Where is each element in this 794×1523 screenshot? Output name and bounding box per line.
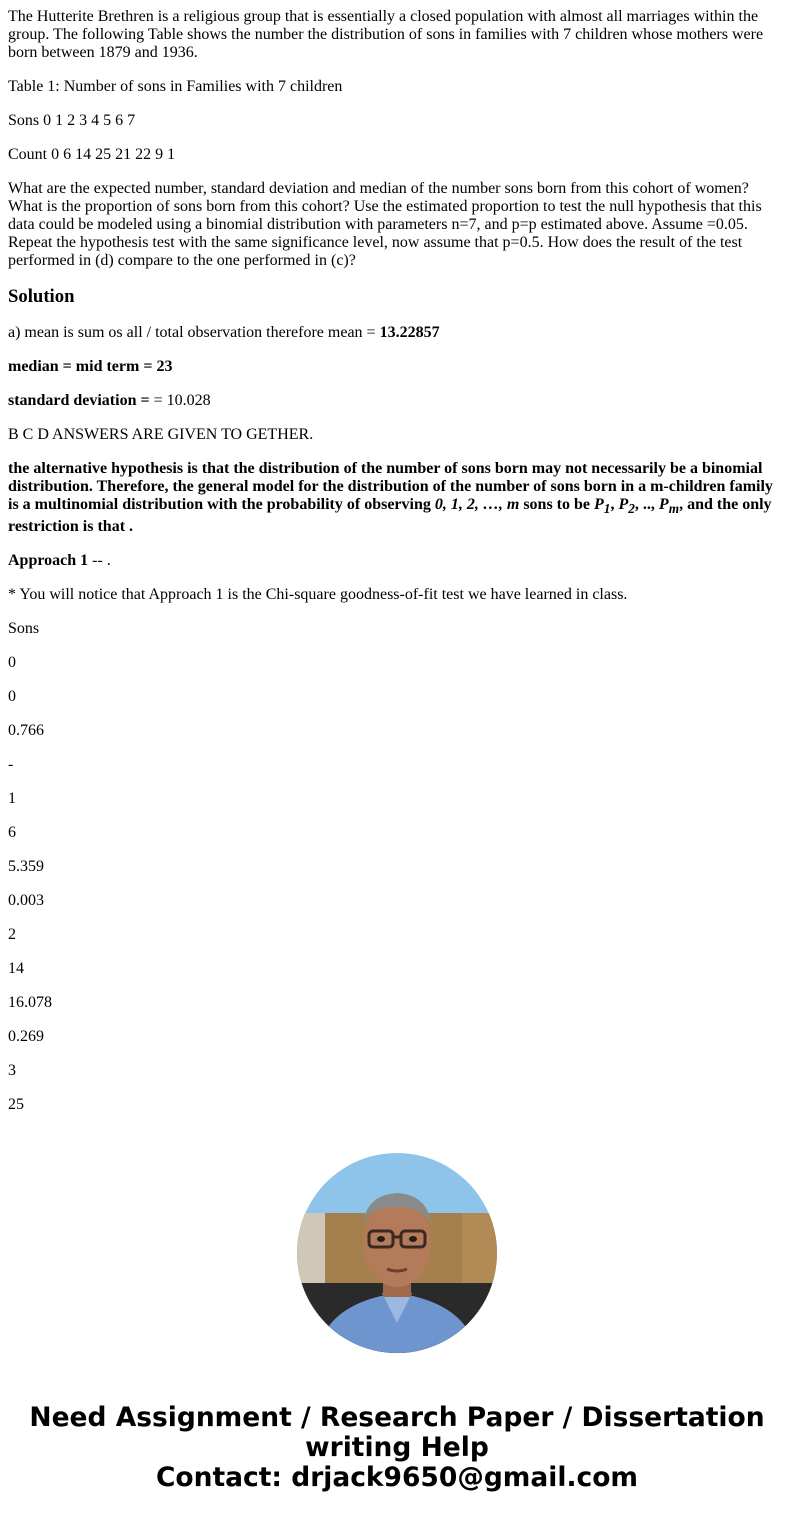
alt-hyp-text-2: sons to be [519, 496, 595, 513]
sd-value: = 10.028 [153, 392, 211, 409]
median-line [8, 358, 780, 376]
sd-line [8, 392, 780, 410]
table-cell: 0 [8, 654, 16, 672]
table-cell: 6 [8, 824, 16, 842]
table-cell: 0.003 [8, 892, 44, 910]
author-avatar [297, 1153, 497, 1353]
chi-square-table [8, 620, 780, 1114]
table-cell: 16.078 [8, 994, 52, 1012]
approach-label: Approach 1 [8, 552, 89, 570]
document-body [8, 8, 780, 1130]
table-cell: 3 [8, 1062, 16, 1080]
approach-note: * You will notice that Approach 1 is the Chi-square goodness-of-fit test we have learned in class. [8, 586, 628, 604]
table-cell: 0.766 [8, 722, 44, 740]
table-cell: - [8, 756, 14, 774]
question-prompt: What are the expected number, standard deviation and median of the number sons born from this cohort of women? What is the proportion of sons born from this cohort? Use the estimated proportion to test the null hypothesis that this data could be modeled using a binomial distribution with parameters n=7, and p=p estimated above. Assume =0.05. Repeat the hypothesis test with the same significance level, now assume that p=0.5. How does the result of the test performed in (d) compare to the one performed in (c)? [8, 180, 762, 269]
alt-hyp-end: , and the only restriction is that . [8, 496, 772, 536]
question-intro: The Hutterite Brethren is a religious group that is essentially a closed population with almost all marriages within the group. The following Table shows the number the distribution of sons in families with 7 children whose mothers were born between 1879 and 1936. [8, 8, 764, 61]
alt-hyp-values: 0, 1, 2, …, m [434, 496, 520, 513]
mean-value: 13.22857 [379, 324, 440, 341]
approach-rest: -- . [88, 552, 111, 570]
promo-line-2: writing Help [305, 1432, 489, 1463]
approach-line [8, 552, 780, 570]
alternative-hypothesis: the alternative hypothesis is that the distribution of the number of sons born may not necessarily be a binomial distribution. Therefore, the general model for the distribution of the number of sons born in a m-children family is a multinomial distribution with the probability of observing 0, 1, 2, …, m sons to be $P_1$, $P_2$, .., $P_m$, and the only restriction is that . [8, 460, 773, 536]
pm-letter: P [658, 496, 669, 513]
table-cell: 2 [8, 926, 16, 944]
p2-letter: P [618, 496, 629, 513]
median-text: median = mid term = 23 [8, 358, 173, 375]
sons-row: Sons 0 1 2 3 4 5 6 7 [8, 112, 136, 129]
table-cell: 14 [8, 960, 24, 978]
p1-sub: 1 [603, 501, 611, 517]
solution-heading: Solution [8, 286, 75, 307]
mean-text: a) mean is sum os all / total observation therefore mean = [8, 324, 380, 341]
bcd-line: B C D ANSWERS ARE GIVEN TO GETHER. [8, 426, 314, 443]
sd-label: standard deviation = [8, 392, 154, 409]
table-cell: 1 [8, 790, 16, 808]
promo-line-1: Need Assignment / Research Paper / Dissertation [29, 1402, 765, 1433]
table-cell: 5.359 [8, 858, 44, 876]
promo-banner [0, 1403, 794, 1493]
count-row: Count 0 6 14 25 21 22 9 1 [8, 146, 176, 163]
mean-line [8, 324, 780, 342]
p1-letter: P [594, 496, 604, 513]
table-caption: Table 1: Number of sons in Families with 7 children [8, 78, 343, 95]
p2-sub: 2 [628, 501, 635, 517]
author-portrait [297, 1153, 497, 1353]
table-cell: 25 [8, 1096, 24, 1114]
pm-sub: m [668, 501, 680, 517]
promo-contact: Contact: drjack9650@gmail.com [155, 1462, 639, 1493]
table-cell: Sons [8, 620, 40, 638]
table-cell: 0.269 [8, 1028, 44, 1046]
alt-hyp-text-1: the alternative hypothesis is that the distribution of the number of sons born may not necessarily be a binomial distribution. Therefore, the general model for the distribution of the number of sons born in a m-children family is a multinomial distribution with the probability of observing [8, 460, 773, 513]
table-cell: 0 [8, 688, 16, 706]
